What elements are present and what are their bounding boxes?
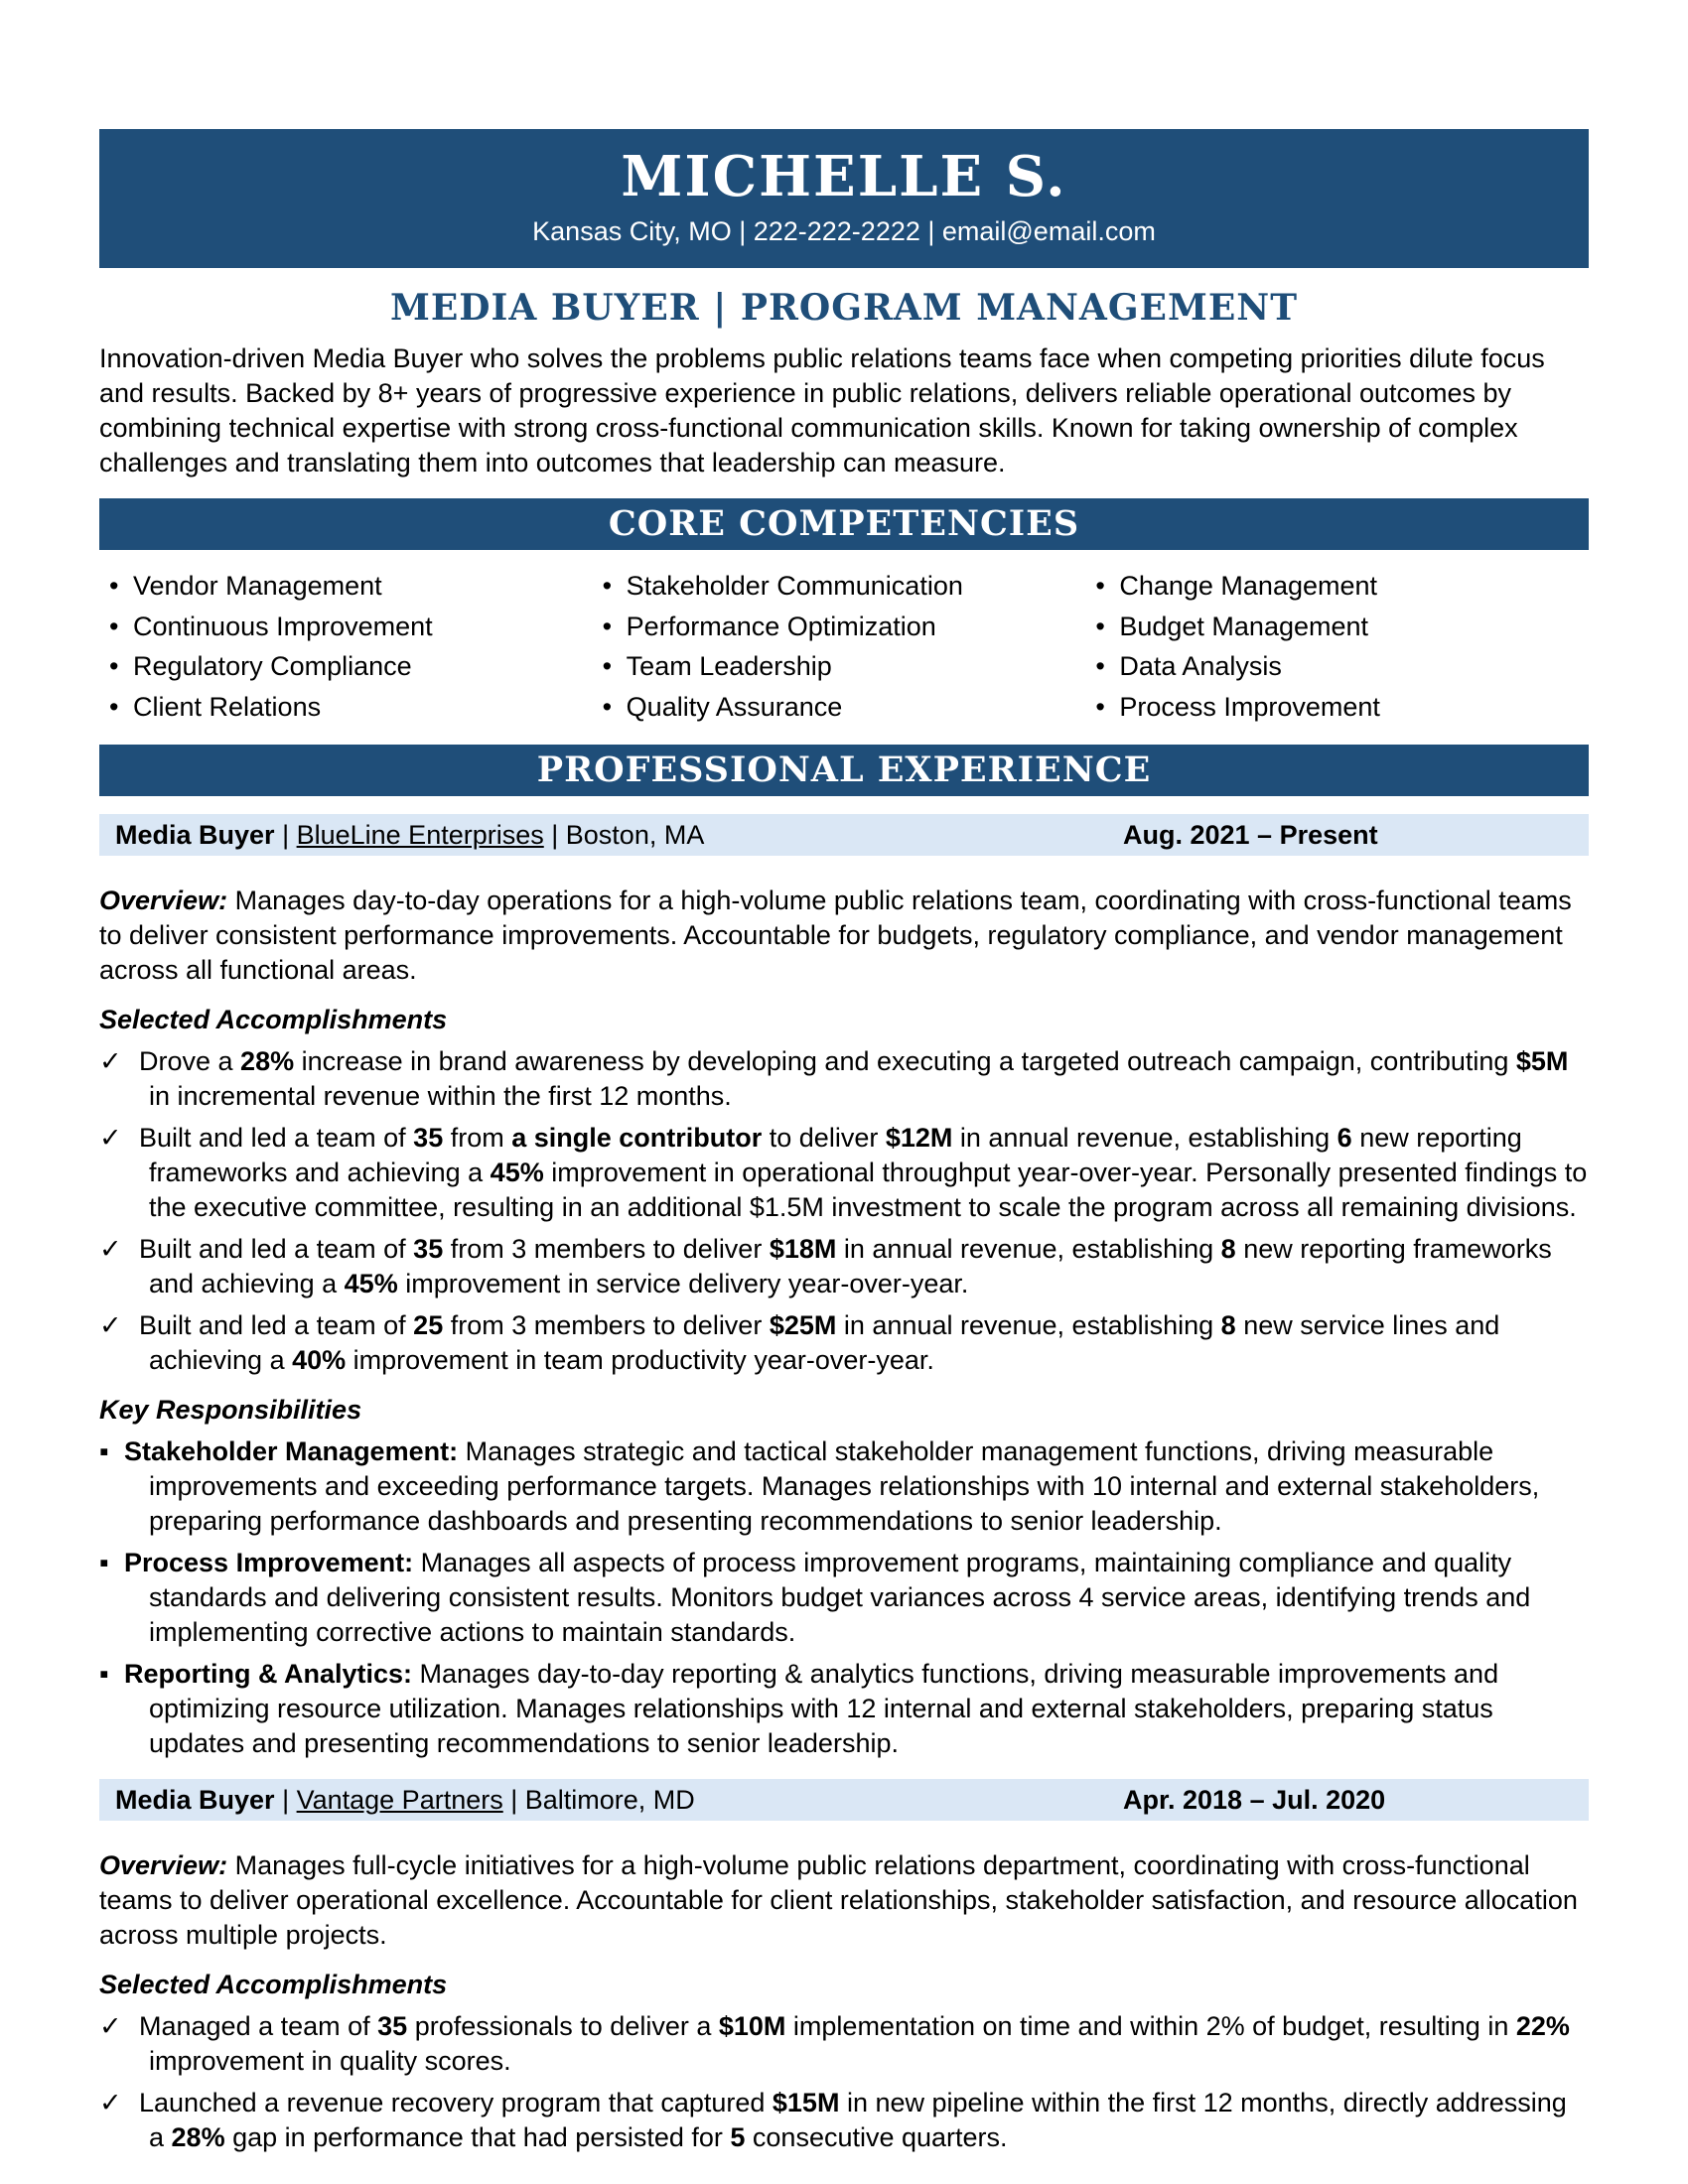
responsibility-item bbox=[99, 1546, 1589, 1650]
job-title-line bbox=[115, 1779, 1123, 1821]
accomplishment-text: in annual revenue, establishing bbox=[836, 1234, 1221, 1264]
overview-label: Overview: bbox=[99, 886, 228, 915]
responsibility-label: Reporting & Analytics: bbox=[124, 1659, 413, 1689]
professional-experience-heading: PROFESSIONAL EXPERIENCE bbox=[99, 745, 1589, 796]
highlight-metric: 8 bbox=[1220, 1234, 1236, 1264]
overview-text: Manages full-cycle initiatives for a high-volume public relations department, coordinating with cross-functional teams to deliver operational excellence. Accountable for client relationships, stakeholder satisfaction, and resource allocation across multiple projects. bbox=[99, 1850, 1578, 1950]
responsibility-label: Process Improvement: bbox=[124, 1548, 414, 1577]
job-overview bbox=[99, 884, 1589, 988]
competencies-column-2 bbox=[603, 566, 1096, 727]
company-name: Vantage Partners bbox=[296, 1785, 503, 1815]
candidate-name: MICHELLE S. bbox=[621, 144, 1067, 209]
competency-item bbox=[1095, 687, 1589, 728]
highlight-metric: 45% bbox=[344, 1269, 398, 1298]
accomplishment-text: improvement in quality scores. bbox=[149, 2046, 511, 2076]
accomplishment-text: increase in brand awareness by developing and executing a targeted outreach campaign, contributing bbox=[294, 1046, 1516, 1076]
competency-item bbox=[1095, 646, 1589, 687]
highlight-metric: $5M bbox=[1515, 1046, 1569, 1076]
square-bullet-icon: ▪ bbox=[99, 1659, 109, 1689]
job-title-line bbox=[115, 814, 1123, 856]
accomplishment-text: Managed a team of bbox=[139, 2011, 378, 2041]
bullet-icon: • bbox=[602, 611, 613, 641]
competency-label: Change Management bbox=[1119, 571, 1378, 601]
job-location: Boston, MA bbox=[565, 820, 705, 850]
checkmark-icon: ✓ bbox=[99, 2011, 122, 2041]
accomplishment-item bbox=[99, 1044, 1589, 1114]
responsibility-text: Manages day-to-day reporting & analytics functions, driving measurable improvements and optimizing resource utilization. Manages relationships with 12 internal and external stakeholders, preparing status updates and presenting recommendations to senior leadership. bbox=[149, 1659, 1499, 1758]
competency-item bbox=[1095, 566, 1589, 607]
competency-label: Budget Management bbox=[1119, 611, 1369, 641]
separator: | bbox=[274, 1785, 297, 1815]
competency-label: Regulatory Compliance bbox=[133, 651, 412, 681]
bullet-icon: • bbox=[109, 611, 119, 641]
accomplishment-text: improvement in team productivity year-over-year. bbox=[346, 1345, 934, 1375]
highlight-metric: $10M bbox=[718, 2011, 786, 2041]
separator: | bbox=[274, 820, 297, 850]
responsibility-text: Manages strategic and tactical stakeholder management functions, driving measurable improvements and exceeding performance targets. Manages relationships with 10 internal and external stakeholders, preparing performance dashboards and presenting recommendations to senior leadership. bbox=[149, 1436, 1540, 1536]
job-dates: Apr. 2018 – Jul. 2020 bbox=[1123, 1785, 1386, 1815]
job-title: Media Buyer bbox=[115, 1785, 275, 1815]
accomplishment-text: Launched a revenue recovery program that captured bbox=[139, 2088, 773, 2117]
bullet-icon: • bbox=[109, 651, 119, 681]
checkmark-icon: ✓ bbox=[99, 1310, 122, 1340]
competency-label: Stakeholder Communication bbox=[626, 571, 963, 601]
checkmark-icon: ✓ bbox=[99, 2088, 122, 2117]
summary-paragraph: Innovation-driven Media Buyer who solves the problems public relations teams face when competing priorities dilute focus and results. Backed by 8+ years of progressive experience in public relations, delivers reliable operational outcomes by combining technical expertise with strong cross-functional communication skills. Known for taking ownership of complex challenges and translating them into outcomes that leadership can measure. bbox=[99, 343, 1545, 478]
highlight-metric: 25 bbox=[413, 1310, 444, 1340]
competency-label: Process Improvement bbox=[1119, 691, 1380, 722]
competency-item bbox=[603, 687, 1096, 728]
accomplishments-heading: Selected Accomplishments bbox=[99, 1005, 448, 1034]
competency-item bbox=[1095, 607, 1589, 647]
job-header bbox=[99, 1779, 1589, 1821]
accomplishment-text: in incremental revenue within the first 12 months. bbox=[149, 1081, 732, 1111]
accomplishment-item bbox=[99, 1121, 1589, 1225]
competency-item bbox=[109, 687, 603, 728]
accomplishment-text: in annual revenue, establishing bbox=[952, 1123, 1337, 1153]
job-dates: Aug. 2021 – Present bbox=[1123, 820, 1378, 850]
highlight-metric: 35 bbox=[377, 2011, 408, 2041]
bullet-icon: • bbox=[1095, 611, 1105, 641]
responsibility-item bbox=[99, 1657, 1589, 1761]
accomplishment-item bbox=[99, 1232, 1589, 1301]
highlight-metric: 8 bbox=[1220, 1310, 1236, 1340]
overview-text: Manages day-to-day operations for a high-volume public relations team, coordinating with cross-functional teams to deliver consistent performance improvements. Accountable for budgets, regulatory compliance, and vendor management across all functional areas. bbox=[99, 886, 1572, 985]
highlight-metric: 5 bbox=[730, 2122, 746, 2152]
competency-item bbox=[109, 566, 603, 607]
responsibilities-heading: Key Responsibilities bbox=[99, 1395, 362, 1425]
highlight-metric: 28% bbox=[171, 2122, 225, 2152]
highlight-metric: 35 bbox=[413, 1123, 444, 1153]
accomplishment-text: improvement in service delivery year-over-year. bbox=[397, 1269, 969, 1298]
competency-item bbox=[603, 566, 1096, 607]
accomplishment-text: in annual revenue, establishing bbox=[836, 1310, 1221, 1340]
competencies-column-3 bbox=[1095, 566, 1589, 727]
accomplishments-heading: Selected Accomplishments bbox=[99, 1970, 448, 1999]
bullet-icon: • bbox=[109, 691, 119, 722]
highlight-metric: $15M bbox=[772, 2088, 840, 2117]
competency-item bbox=[603, 607, 1096, 647]
competency-item bbox=[603, 646, 1096, 687]
accomplishment-item bbox=[99, 1308, 1589, 1378]
competency-item bbox=[109, 646, 603, 687]
bullet-icon: • bbox=[1095, 691, 1105, 722]
accomplishment-text: new reporting frameworks and achieving a bbox=[149, 1123, 1522, 1187]
highlight-metric: 40% bbox=[292, 1345, 347, 1375]
highlight-metric: $25M bbox=[769, 1310, 837, 1340]
highlight-metric: 28% bbox=[240, 1046, 295, 1076]
resume-content bbox=[99, 129, 1589, 2155]
bullet-icon: • bbox=[602, 651, 613, 681]
accomplishment-text: in new pipeline within the first 12 months, directly addressing a bbox=[149, 2088, 1567, 2152]
responsibility-text: Manages all aspects of process improvement programs, maintaining compliance and quality standards and delivering consistent results. Monitors budget variances across 4 service areas, identifying trends and implementing corrective actions to maintain standards. bbox=[149, 1548, 1531, 1647]
accomplishment-item bbox=[99, 2009, 1589, 2079]
competency-label: Vendor Management bbox=[133, 571, 382, 601]
accomplishment-text: Built and led a team of bbox=[139, 1123, 414, 1153]
jobs-list bbox=[99, 814, 1589, 2155]
overview-label: Overview: bbox=[99, 1850, 228, 1880]
accomplishment-text: to deliver bbox=[762, 1123, 886, 1153]
highlight-metric: 22% bbox=[1515, 2011, 1570, 2041]
competency-label: Quality Assurance bbox=[626, 691, 843, 722]
accomplishment-text: Drove a bbox=[139, 1046, 241, 1076]
job-title: Media Buyer bbox=[115, 820, 275, 850]
company-name: BlueLine Enterprises bbox=[296, 820, 544, 850]
highlight-metric: 45% bbox=[490, 1158, 544, 1187]
accomplishment-text: gap in performance that had persisted for bbox=[224, 2122, 731, 2152]
accomplishment-text: new service lines and achieving a bbox=[149, 1310, 1500, 1375]
accomplishment-text: implementation on time and within 2% of budget, resulting in bbox=[785, 2011, 1516, 2041]
competency-label: Client Relations bbox=[133, 691, 322, 722]
competency-item bbox=[109, 607, 603, 647]
highlight-metric: 35 bbox=[413, 1234, 444, 1264]
highlight-metric: 6 bbox=[1336, 1123, 1352, 1153]
accomplishment-text: improvement in operational throughput year-over-year. Personally presented findings to the executive committee, resulting in an additional $1.5M investment to scale the program across all remaining divisions. bbox=[149, 1158, 1588, 1222]
highlight-metric: a single contributor bbox=[511, 1123, 763, 1153]
competency-label: Performance Optimization bbox=[626, 611, 936, 641]
responsibility-label: Stakeholder Management: bbox=[124, 1436, 459, 1466]
competencies-grid bbox=[99, 566, 1589, 727]
bullet-icon: • bbox=[602, 571, 613, 601]
competency-label: Continuous Improvement bbox=[133, 611, 433, 641]
contact-info: Kansas City, MO | 222-222-2222 | email@email.com bbox=[532, 216, 1156, 246]
competency-label: Team Leadership bbox=[626, 651, 832, 681]
accomplishment-text: Built and led a team of bbox=[139, 1234, 414, 1264]
responsibility-item bbox=[99, 1434, 1589, 1539]
job-location: Baltimore, MD bbox=[524, 1785, 695, 1815]
job-overview bbox=[99, 1848, 1589, 1953]
name-banner bbox=[99, 129, 1589, 268]
checkmark-icon: ✓ bbox=[99, 1234, 122, 1264]
job-header bbox=[99, 814, 1589, 856]
square-bullet-icon: ▪ bbox=[99, 1548, 109, 1577]
square-bullet-icon: ▪ bbox=[99, 1436, 109, 1466]
accomplishment-text: from 3 members to deliver bbox=[443, 1234, 770, 1264]
professional-headline: MEDIA BUYER | PROGRAM MANAGEMENT bbox=[390, 287, 1298, 329]
checkmark-icon: ✓ bbox=[99, 1123, 122, 1153]
highlight-metric: $18M bbox=[769, 1234, 837, 1264]
competency-label: Data Analysis bbox=[1119, 651, 1282, 681]
accomplishment-item bbox=[99, 2086, 1589, 2155]
bullet-icon: • bbox=[1095, 571, 1105, 601]
accomplishment-text: new reporting frameworks and achieving a bbox=[149, 1234, 1552, 1298]
separator: | bbox=[543, 820, 566, 850]
separator: | bbox=[502, 1785, 525, 1815]
accomplishment-text: consecutive quarters. bbox=[745, 2122, 1008, 2152]
accomplishment-text: from 3 members to deliver bbox=[443, 1310, 770, 1340]
highlight-metric: $12M bbox=[885, 1123, 953, 1153]
checkmark-icon: ✓ bbox=[99, 1046, 122, 1076]
core-competencies-heading: CORE COMPETENCIES bbox=[99, 498, 1589, 550]
accomplishment-text: from bbox=[443, 1123, 512, 1153]
competencies-column-1 bbox=[109, 566, 603, 727]
bullet-icon: • bbox=[1095, 651, 1105, 681]
accomplishment-text: professionals to deliver a bbox=[407, 2011, 719, 2041]
bullet-icon: • bbox=[109, 571, 119, 601]
bullet-icon: • bbox=[602, 691, 613, 722]
accomplishment-text: Built and led a team of bbox=[139, 1310, 414, 1340]
